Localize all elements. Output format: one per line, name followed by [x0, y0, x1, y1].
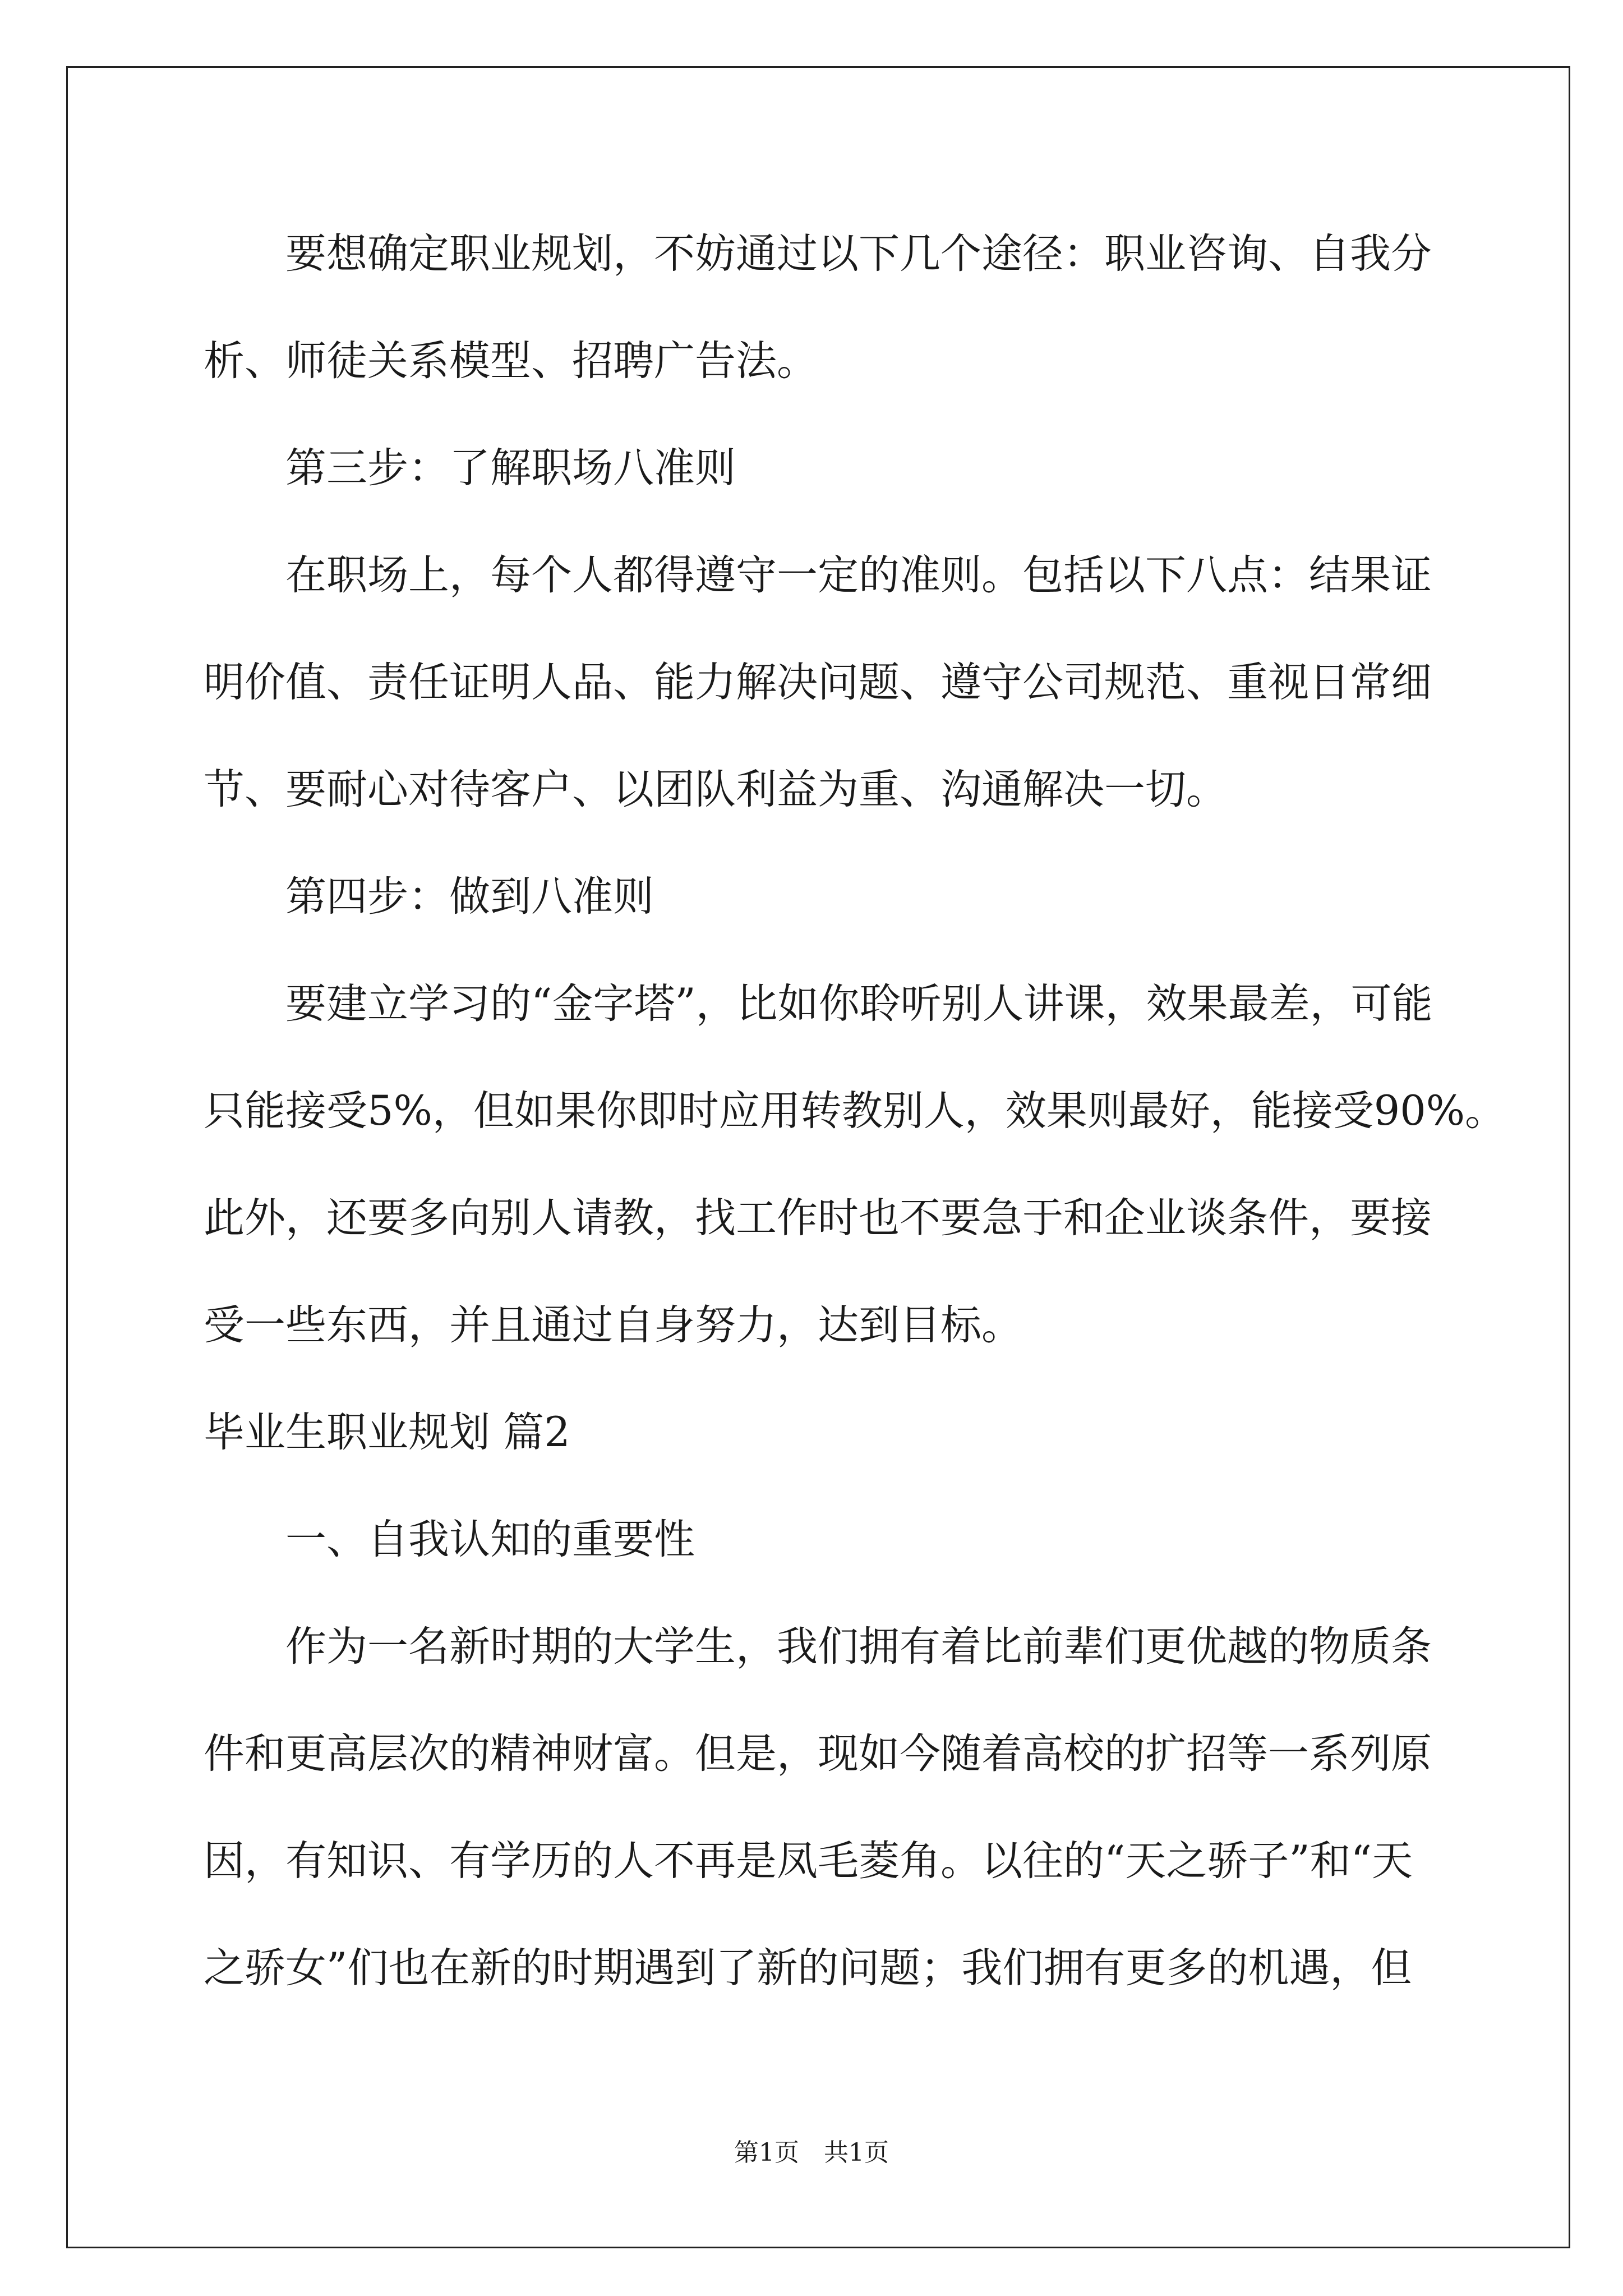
page-number-footer: 第1页 共1页 — [734, 2138, 889, 2167]
paragraph — [204, 1593, 1538, 2022]
text-line: 第四步：做到八准则 — [285, 873, 654, 921]
text-line: 一、自我认知的重要性 — [285, 1516, 695, 1563]
subsection-heading — [204, 1486, 1538, 1593]
section-title: 毕业生职业规划 篇2 — [204, 1409, 570, 1456]
text-line: 件和更高层次的精神财富。但是，现如今随着高校的扩招等一系列原 — [204, 1730, 1432, 1778]
text-line: 因，有知识、有学历的人不再是凤毛菱角。以往的“天之骄子”和“天 — [204, 1837, 1413, 1885]
section-heading — [204, 1379, 1538, 1486]
step-heading — [204, 843, 1538, 950]
text-line: 在职场上，每个人都得遵守一定的准则。包括以下八点：结果证 — [285, 551, 1432, 599]
text-line: 作为一名新时期的大学生，我们拥有着比前辈们更优越的物质条 — [285, 1623, 1432, 1671]
document-body — [204, 200, 1538, 2022]
text-line: 只能接受5%，但如果你即时应用转教别人，效果则最好，能接受90%。 — [204, 1087, 1506, 1135]
text-line: 节、要耐心对待客户、以团队利益为重、沟通解决一切。 — [204, 766, 1227, 813]
text-line: 要想确定职业规划，不妨通过以下几个途径：职业咨询、自我分 — [285, 230, 1432, 278]
text-line: 受一些东西，并且通过自身努力，达到目标。 — [204, 1301, 1022, 1349]
text-line: 第三步：了解职场八准则 — [285, 444, 736, 492]
text-line: 此外，还要多向别人请教，找工作时也不要急于和企业谈条件，要接 — [204, 1194, 1432, 1242]
step-heading — [204, 415, 1538, 522]
text-line: 析、师徒关系模型、招聘广告法。 — [204, 337, 818, 385]
paragraph — [204, 950, 1538, 1379]
paragraph — [204, 522, 1538, 843]
text-line: 之骄女”们也在新的时期遇到了新的问题；我们拥有更多的机遇，但 — [204, 1944, 1412, 1992]
paragraph — [204, 200, 1538, 415]
text-line: 明价值、责任证明人品、能力解决问题、遵守公司规范、重视日常细 — [204, 659, 1432, 706]
text-line: 要建立学习的“金字塔”，比如你聆听别人讲课，效果最差，可能 — [285, 980, 1433, 1028]
